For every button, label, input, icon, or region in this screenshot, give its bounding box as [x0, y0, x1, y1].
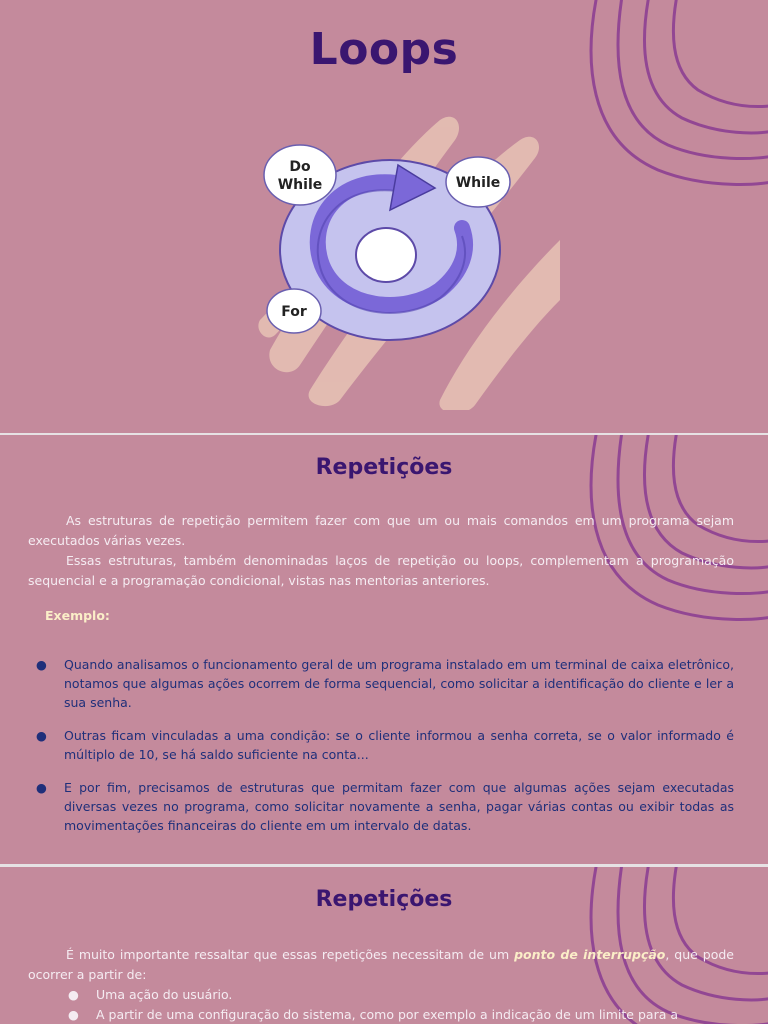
list-item: ● A partir de uma configuração do sistema, como por exemplo a indicação de um limite para a — [68, 1005, 734, 1024]
list-item: ● E por fim, precisamos de estruturas que permitam fazer com que algumas ações sejam executadas diversas vezes no programa, como solicitar novamente a senha, pagar várias contas ou exibir todas as movimentações financeiras do cliente em um intervalo de datas. — [36, 780, 734, 833]
list-item: ● Uma ação do usuário. — [68, 985, 734, 1005]
svg-text:Do: Do — [289, 159, 311, 175]
list-item: ● Quando analisamos o funcionamento geral de um programa instalado em um terminal de caixa eletrônico, notamos que algumas ações ocorrem de forma sequencial, como solicitar a identificação do cliente e ler a sua senha. — [36, 657, 734, 710]
intro-paragraph-1: As estruturas de repetição permitem fazer com que um ou mais comandos em um programa sejam executados várias vezes. — [28, 513, 734, 548]
bullet-icon: ● — [36, 780, 47, 795]
label-while — [446, 157, 510, 207]
bullet-icon: ● — [36, 728, 47, 743]
slide-repeticoes-2 — [0, 867, 768, 1024]
svg-text:While: While — [277, 177, 323, 193]
example-label: Exemplo: — [45, 608, 110, 623]
interruption-list — [68, 985, 734, 1024]
bullet-icon: ● — [68, 987, 79, 1002]
section-title: Repetições — [315, 455, 453, 480]
svg-text:While: While — [455, 175, 501, 191]
bullet-icon: ● — [68, 1007, 79, 1022]
loop-diagram — [230, 110, 560, 410]
svg-text:For: For — [281, 304, 307, 320]
slide-repeticoes-1 — [0, 435, 768, 864]
example-list — [36, 655, 734, 849]
intro-paragraph-2: Essas estruturas, também denominadas laços de repetição ou loops, complementam a programação sequencial e a programação condicional, vistas nas mentorias anteriores. — [28, 553, 734, 588]
label-for — [267, 289, 321, 333]
page-title: Loops — [309, 24, 459, 75]
label-do-while — [264, 145, 336, 205]
list-item: ● Outras ficam vinculadas a uma condição: se o cliente informou a senha correta, se o valor informado é múltiplo de 10, se há saldo suficiente na conta... — [36, 728, 734, 762]
highlight-ponto-de-interrupcao: ponto de interrupção — [514, 947, 666, 962]
slide-loops — [0, 0, 768, 433]
interruption-paragraph: É muito importante ressaltar que essas repetições necessitam de um ponto de interrupção, que pode ocorrer a partir de: — [28, 947, 734, 982]
section-title: Repetições — [315, 887, 453, 912]
bullet-icon: ● — [36, 657, 47, 672]
